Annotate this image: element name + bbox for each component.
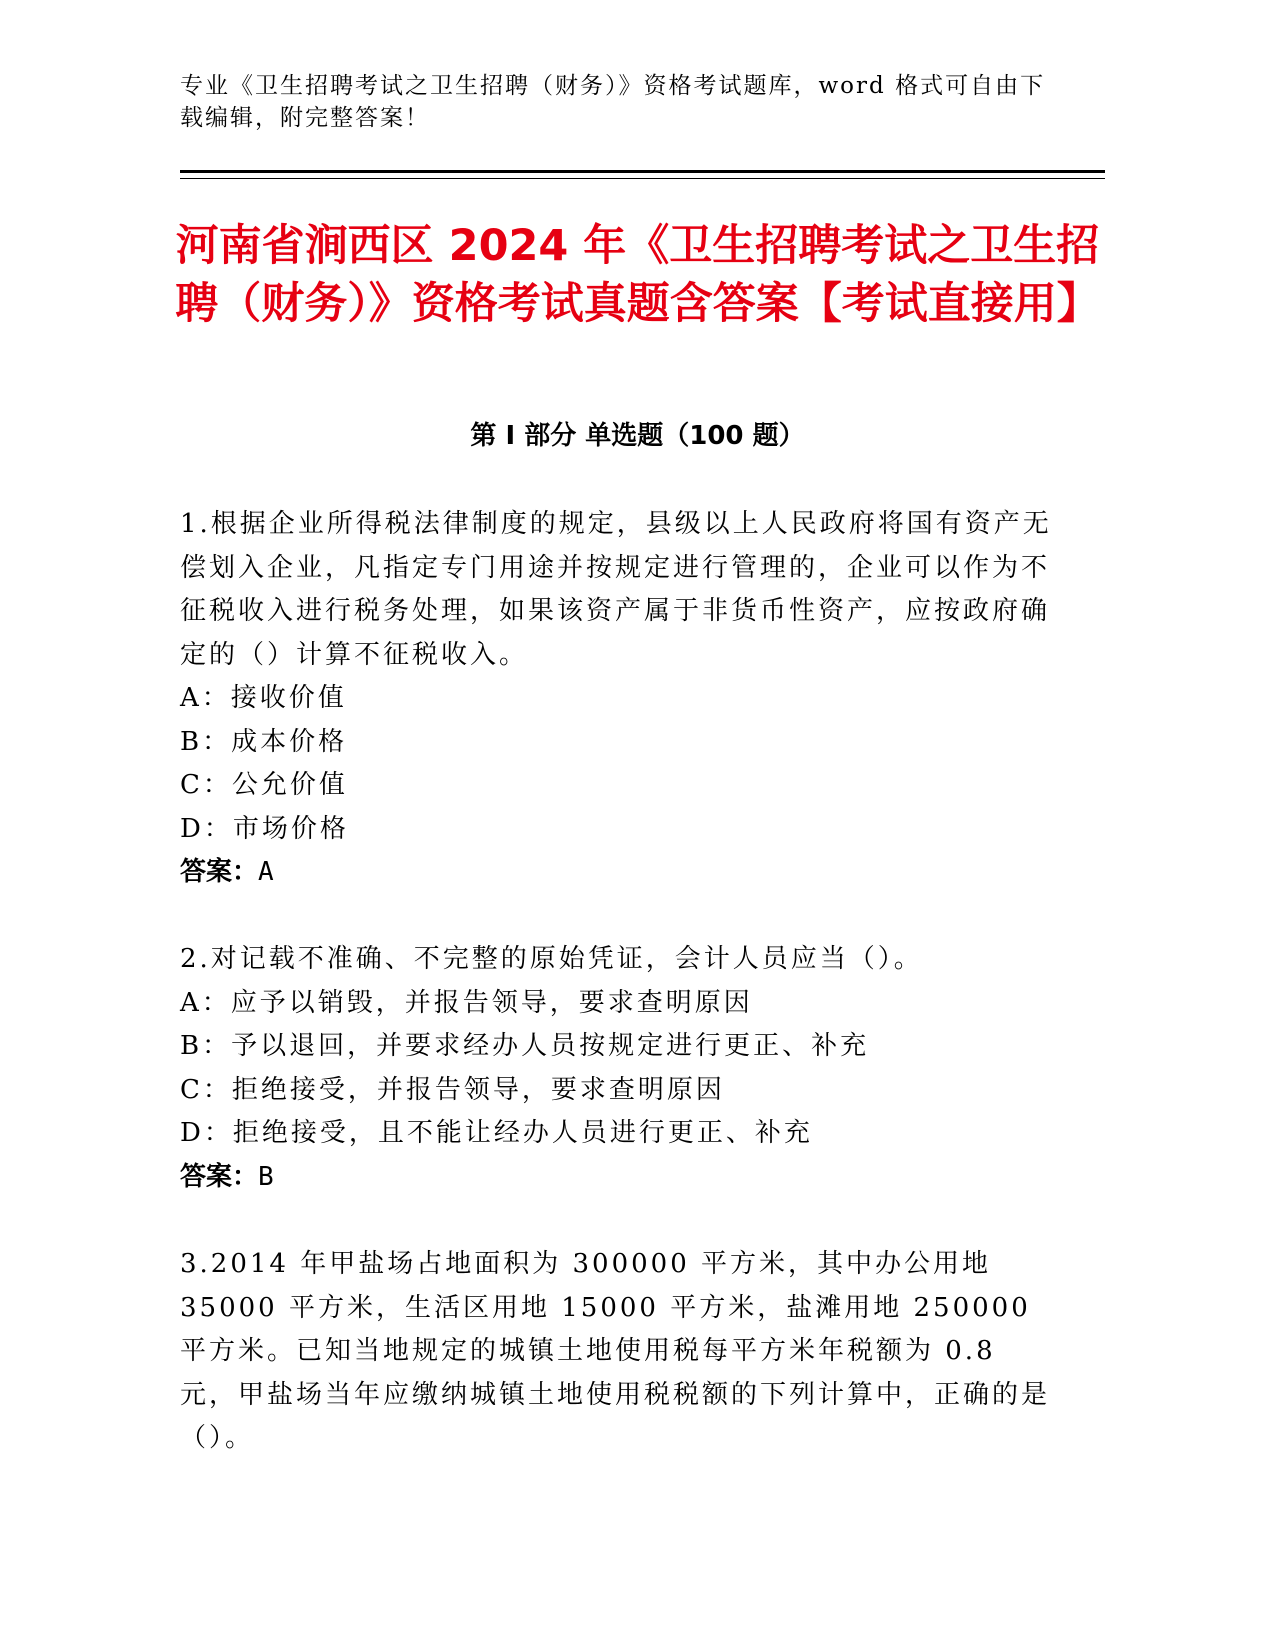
answer-value: A [258,857,274,887]
question-3 [180,1243,1060,1461]
answer-value: B [258,1161,274,1192]
header-note: 专业《卫生招聘考试之卫生招聘（财务）》资格考试题库，word 格式可自由下载编辑，附完整答案！ [180,73,1046,131]
option-a: A：接收价值 [180,683,347,713]
answer-line [180,851,1060,895]
option-c: C：公允价值 [180,770,348,800]
document-title: 河南省涧西区 2024 年《卫生招聘考试之卫生招聘（财务）》资格考试真题含答案【考试直接用】 [175,221,1100,329]
question-1 [180,503,1060,895]
option-b: B：予以退回，并要求经办人员按规定进行更正、补充 [180,1031,870,1061]
option-d: D：拒绝接受，且不能让经办人员进行更正、补充 [180,1118,813,1148]
option-b: B：成本价格 [180,726,348,757]
question-stem: 3.2014 年甲盐场占地面积为 300000 平方米，其中办公用地 35000 平方米，生活区用地 15000 平方米，盐滩用地 250000 平方米。已知当地规定的城镇土地使用税每平方米年税额为 0.8 元，甲盐场当年应缴纳城镇土地使用税税额的下列计算中，正确的是（）。 [180,1249,1051,1453]
section-title: 第 I 部分 单选题（100 题） [470,421,805,451]
answer-label: 答案： [180,857,259,887]
header-rule-thin [180,178,1105,179]
question-2 [180,938,1060,1199]
option-a: A：应予以销毁，并报告领导，要求查明原因 [180,987,753,1018]
header-rule-thick [180,170,1105,173]
option-c: C：拒绝接受，并报告领导，要求查明原因 [180,1074,725,1105]
answer-line [180,1156,1060,1200]
question-stem: 2.对记载不准确、不完整的原始凭证，会计人员应当（）。 [180,944,923,974]
option-d: D：市场价格 [180,813,349,844]
answer-label: 答案： [180,1161,259,1192]
question-stem: 1.根据企业所得税法律制度的规定，县级以上人民政府将国有资产无偿划入企业，凡指定专门用途并按规定进行管理的，企业可以作为不征税收入进行税务处理，如果该资产属于非货币性资产，应按政府确定的（）计算不征税收入。 [180,509,1052,670]
